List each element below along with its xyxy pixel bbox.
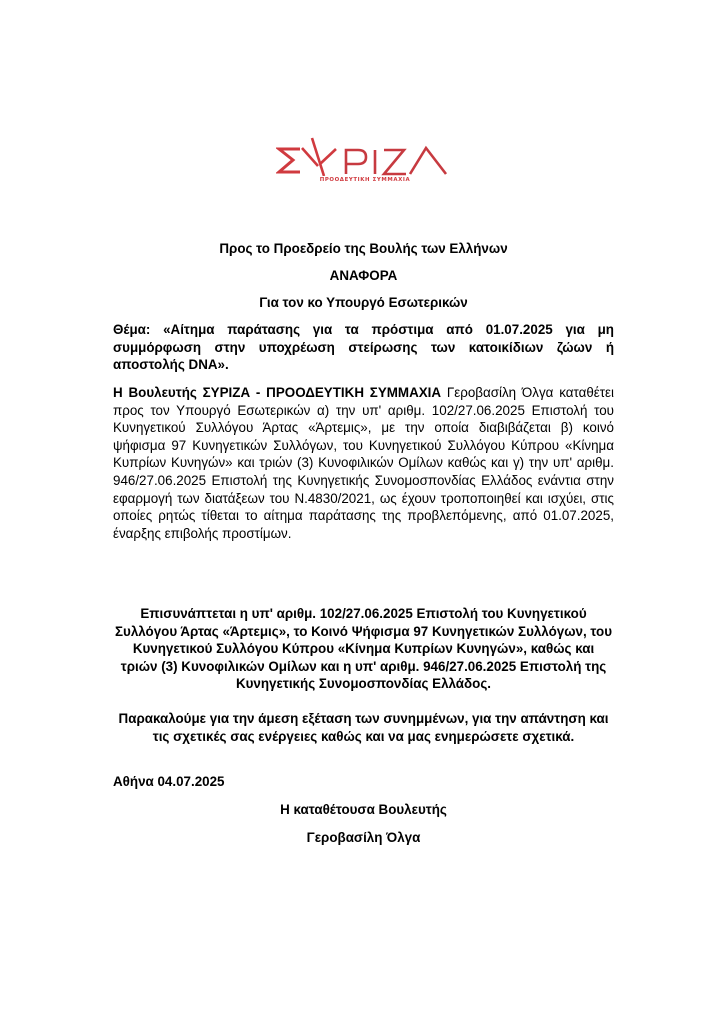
- syriza-logo-mark: [276, 136, 450, 176]
- place-date: Αθήνα 04.07.2025: [113, 774, 225, 789]
- request-paragraph: Παρακαλούμε για την άμεση εξέταση των συνημμένων, για την απάντηση και τις σχετικές σας ενέργειες καθώς και να μας ενημερώσετε σχετικά.: [118, 711, 609, 744]
- signature-role: Η καταθέτουσα Βουλευτής: [280, 802, 447, 817]
- body-paragraph: [113, 384, 614, 542]
- logo-subtitle: ΠΡΟΟΔΕΥΤΙΚΗ ΣΥΜΜΑΧΙΑ: [319, 177, 411, 183]
- body-lead-bold: Η Βουλευτής ΣΥΡΙΖΑ - ΠΡΟΟΔΕΥΤΙΚΗ ΣΥΜΜΑΧΙΑ: [113, 385, 442, 400]
- addressee-line: Για τον κο Υπουργό Εσωτερικών: [259, 295, 468, 310]
- recipient-line: Προς το Προεδρείο της Βουλής των Ελλήνων: [219, 241, 508, 256]
- attachment-paragraph: Επισυνάπτεται η υπ' αριθμ. 102/27.06.2025 Επιστολή του Κυνηγετικού Συλλόγου Άρτας «Άρτεμις», το Κοινό Ψήφισμα 97 Κυνηγετικών Συλλόγων, του Κυνηγετικού Συλλόγου Κύπρου «Κίνημα Κυπρίων Κυνηγών», καθώς και τριών (3) Κυνοφιλικών Ομίλων και η υπ' αριθμ. 946/27.06.2025 Επιστολή της Κυνηγετικής Συνομοσπονδίας Ελλάδος.: [114, 606, 612, 692]
- body-text: Γεροβασίλη Όλγα καταθέτει προς τον Υπουργό Εσωτερικών α) την υπ' αριθμ. 102/27.06.2025 Επιστολή του Κυνηγετικού Συλλόγου Άρτας «Άρτεμις», με την οποία διαβιβάζεται β) κοινό ψήφισμα 97 Κυνηγετικών Συλλόγων, του Κυνηγετικού Συλλόγου Κύπρου «Κίνημα Κυπρίων Κυνηγών» και τριών (3) Κυνοφιλικών Ομίλων καθώς και γ) την υπ' αριθμ. 946/27.06.2025 Επιστολή της Κυνηγετικής Συνομοσπονδίας Ελλάδος ενάντια στην εφαρμογή των διατάξεων του Ν.4830/2021, ως έχουν τροποποιηθεί και ισχύει, στις οποίες ρητώς τίθεται το αίτημα παράτασης της προβλεπόμενης, από 01.07.2025, έναρξης επιβολής προστίμων.: [113, 385, 614, 541]
- signature-name: Γεροβασίλη Όλγα: [306, 830, 421, 845]
- party-logo: [276, 136, 450, 188]
- subject-paragraph: Θέμα: «Αίτημα παράτασης για τα πρόστιμα από 01.07.2025 για μη συμμόρφωση στην υποχρέωση στείρωσης των κατοικίδιων ζώων ή αποστολής DNA».: [113, 322, 614, 373]
- document-type: ΑΝΑΦΟΡΑ: [329, 268, 398, 283]
